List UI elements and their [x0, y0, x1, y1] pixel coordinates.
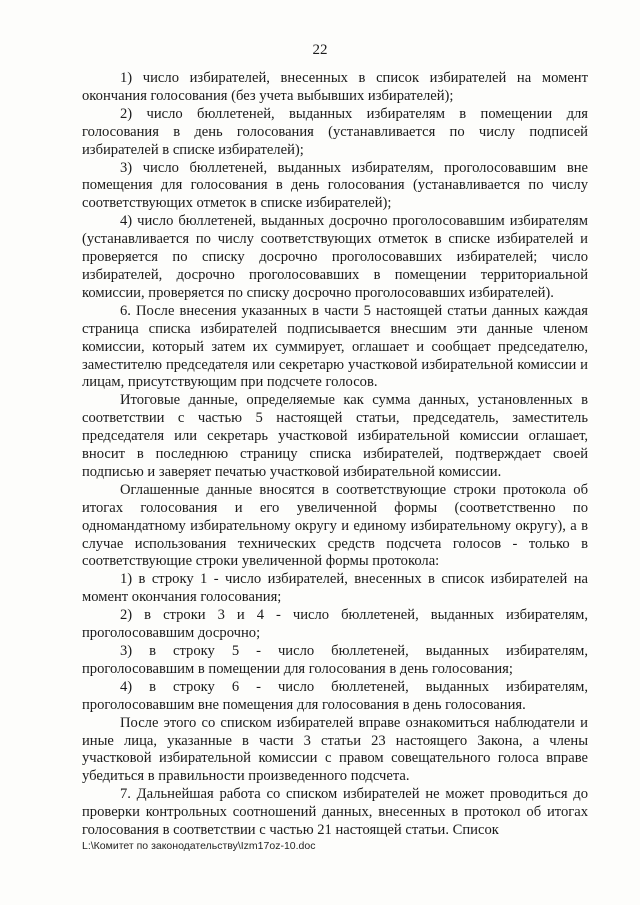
file-path-footer: L:\Комитет по законодательству\Izm17oz-10.doc — [82, 840, 316, 852]
paragraph: 2) число бюллетеней, выданных избирателям в помещении для голосования в день голосования (устанавливается по числу подписей избирателей в списке избирателей); — [82, 105, 588, 158]
paragraph: После этого со списком избирателей вправе ознакомиться наблюдатели и иные лица, указанные в части 3 статьи 23 настоящего Закона, а члены участковой избирательной комиссии с правом совещательного голоса вправе убедиться в правильности произведенного подсчета. — [82, 714, 588, 785]
document-body — [82, 70, 588, 840]
paragraph: 1) число избирателей, внесенных в список избирателей на момент окончания голосования (без учета выбывших избирателей); — [82, 70, 588, 104]
paragraph: 3) в строку 5 - число бюллетеней, выданных избирателям, проголосовавшим в помещении для голосования в день голосования; — [82, 643, 588, 677]
paragraph: 3) число бюллетеней, выданных избирателям, проголосовавшим вне помещения для голосования в день голосования (устанавливается по числу соответствующих отметок в списке избирателей); — [82, 159, 588, 212]
paragraph: 2) в строки 3 и 4 - число бюллетеней, выданных избирателям, проголосовавшим досрочно; — [82, 607, 588, 642]
page-number: 22 — [312, 42, 328, 58]
paragraph: 4) в строку 6 - число бюллетеней, выданных избирателям, проголосовавшим вне помещения для голосования в день голосования. — [82, 678, 588, 713]
paragraph: 6. После внесения указанных в части 5 настоящей статьи данных каждая страница списка избирателей подписывается внесшим эти данные членом комиссии, который затем их суммирует, оглашает и сообщает председателю, заместителю председателя или секретарю участковой избирательной комиссии и лицам, присутствующим при подсчете голосов. — [82, 302, 588, 391]
paragraph: Оглашенные данные вносятся в соответствующие строки протокола об итогах голосования и его увеличенной формы (соответственно по одномандатному избирательному округу и единому избирательному округу), а в случае использования технических средств подсчета голосов - только в соответствующие строки увеличенной формы протокола: — [82, 481, 588, 570]
paragraph: 7. Дальнейшая работа со списком избирателей не может проводиться до проверки контрольных соотношений данных, внесенных в протокол об итогах голосования в соответствии с частью 21 настоящей статьи. Список — [82, 786, 588, 839]
paragraph: Итоговые данные, определяемые как сумма данных, установленных в соответствии с частью 5 настоящей статьи, председатель, заместитель председателя или секретарь участковой избирательной комиссии оглашает, вносит в последнюю страницу списка избирателей, подтверждает своей подписью и заверяет печатью участковой избирательной комиссии. — [82, 392, 588, 480]
paragraph: 1) в строку 1 - число избирателей, внесенных в список избирателей на момент окончания голосования; — [82, 571, 588, 606]
paragraph: 4) число бюллетеней, выданных досрочно проголосовавшим избирателям (устанавливается по числу соответствующих отметок в списке избирателей и проверяется по списку досрочно проголосовавших избирателей; число избирателей, досрочно проголосовавших в помещении территориальной комиссии, проверяется по списку досрочно проголосовавших избирателей). — [82, 213, 588, 301]
